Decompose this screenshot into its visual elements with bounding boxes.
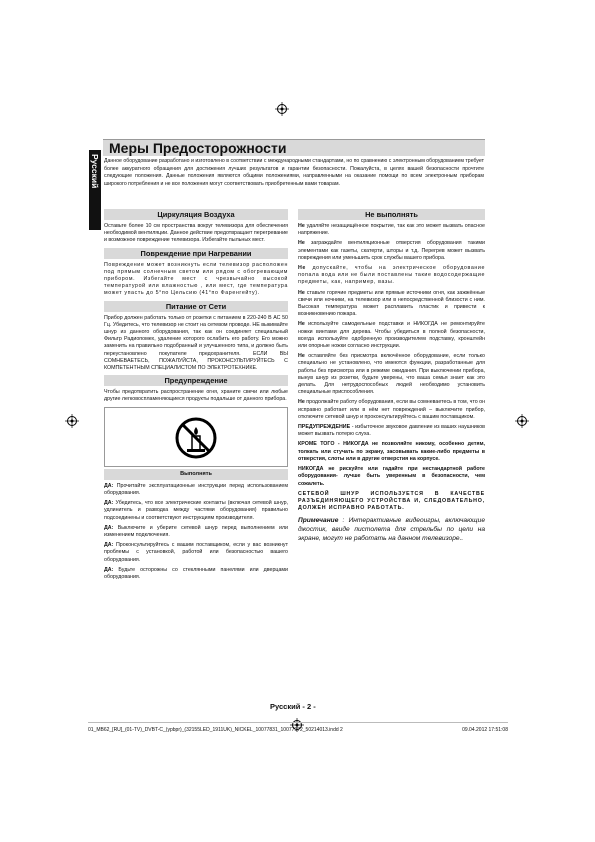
do-key: ДА:: [104, 542, 114, 549]
footer-divider: [88, 722, 508, 723]
do-item: [104, 500, 288, 522]
dont-key: Не: [298, 399, 305, 406]
dont-key: Не: [298, 265, 306, 272]
do-item: [104, 525, 288, 539]
do-key: ДА:: [104, 524, 114, 531]
dont-key: Не: [298, 223, 305, 229]
section-heading-warning: Предупреждение: [104, 375, 288, 386]
dont-item: [298, 399, 485, 421]
registration-mark-icon: [275, 102, 289, 116]
do-item: [104, 483, 288, 497]
do-item: [104, 542, 288, 564]
dont-item: [298, 240, 485, 262]
bold-warning-3: СЕТЕВОЙ ШНУР ИСПОЛЬЗУЕТСЯ В КАЧЕСТВЕ РАЗЪЕДИНЯЮЩЕГО УСТРОЙСТВА И, СЛЕДОВАТЕЛЬНО, ДОЛЖЕН ИСПРАВНО РАБОТАТЬ.: [298, 490, 485, 512]
caution-key: ПРЕДУПРЕЖДЕНИЕ: [298, 424, 351, 431]
do-key: ДА:: [104, 500, 114, 507]
language-side-tab: Русский: [89, 150, 101, 230]
do-heading: Выполнять: [104, 469, 288, 480]
dont-item: [298, 265, 485, 287]
do-key: ДА:: [104, 566, 114, 573]
no-open-flame-icon: [174, 416, 218, 460]
dont-text: ставьте горячие предметы или прямые источники огня, как зажжённые свечи или ночники, на телевизор или в непосредственной близости с ним. Высокая температура может расплавить пластик и привести к возникновению пожара.: [298, 289, 485, 318]
footer-date: 09.04.2012 17:51:08: [462, 727, 508, 733]
page-number: Русский - 2 -: [270, 702, 316, 711]
intro-paragraph: Данное оборудование разработано и изготовлено в соответствии с международными стандартами, но по сравнению с электронным оборудованием требует более аккуратного обращения для достижения лучших результатов и гарантии безопасности. Пожалуйста, в целях вашей безопасности прочтите следующие положения. Данные положения являются общими положениями, направленными на оказание помощи по всем электронным приборам широкого потребления и не все положения могут соответствовать приобретенным вами товарам.: [104, 158, 484, 187]
do-text: Убедитесь, что все электрические контакты (включая сетевой шнур, удлинитель и разводка между частями оборудования) правильно подсоединены и соответствуют инструкциям производителя.: [104, 500, 288, 521]
section-heading-dont: Не выполнять: [298, 209, 485, 220]
dont-text: оставляйте без присмотра включённое оборудование, если только специально не установлено, что имеются функции, разработанные для работы без присмотра или в режиме ожидания. При выключении прибора, вынув шнур из розетки, будьте уверены, что ваша семья знает как это делать. Для нетрудоспособных людей необходимо установить специальные приспособления.: [298, 353, 485, 396]
section-heading-heat: Повреждение при Нагревании: [104, 248, 288, 259]
registration-mark-icon: [515, 414, 529, 428]
power-text: Прибор должен работать только от розетки с питанием в 220-240 В АС 50 Гц. Убедитесь, что телевизор не стоит на сетевом проводе. НЕ выкимайте шнур из данного оборудования, так как он соединяет специальный Фильтр Радиопомех, удаление которого ослабить его работу. Его можно заменить на правильно подобранный и улучшенного типа, и должно быть переустановлено покупателе предохранителя. ЕСЛИ ВЫ СОМНЕВАЕТЕСЬ, ПОЖАЛУЙСТА, ПРОКОНСУЛЬТИРУЙТЕСЬ С КОМПЕТЕНТНЫМ СПЕЦИАЛИСТОМ ПО ЭЛЕКТРОТЕХНИКЕ.: [104, 314, 288, 372]
section-heading-power: Питание от Сети: [104, 301, 288, 312]
bold-warning-2: НИКОГДА не рискуйте или гадайте при нестандартной работе оборудования- лучше быть уверенным в безопасности, чем сожалеть.: [298, 466, 485, 487]
registration-mark-icon: [65, 414, 79, 428]
caution-text: - избыточное звуковое давление из ваших наушников может вызвать потерю слуха.: [298, 424, 485, 438]
right-column: [298, 209, 485, 546]
dont-key: Не: [298, 321, 305, 328]
note-key: Примечание: [298, 517, 339, 525]
air-text: Оставьте более 10 см пространства вокруг телевизора для обеспечения необходимой вентиляции. Данное действие предотвращает перегревание и возможное повреждение телевизора. Избегайте пыльных мест.: [104, 223, 288, 244]
do-text: Будьте осторожны со стеклянными панелями или дверцами оборудования.: [104, 566, 288, 581]
do-item: [104, 567, 288, 581]
dont-key: Не: [298, 240, 305, 247]
do-text: Выключите и уберите сетевой шнур перед выполнением или изменением подключения.: [104, 524, 288, 539]
dont-text: удаляйте незащищённое покрытие, так как это может вызвать опасное напряжение.: [298, 223, 485, 237]
dont-text: продолжайте работу оборудования, если вы сомневаетесь в том, что он исправно работает или в нём нет повреждений – выключите прибор, отключите сетевой шнур и проконсультируйтесь с вашим поставщиком.: [298, 399, 485, 420]
caution-paragraph: [298, 424, 485, 438]
dont-item: [298, 321, 485, 350]
title-bar: [103, 139, 485, 156]
dont-text: используйте самодельные подставки и НИКОГДА не ремонтируйте ножки винтами для дерева. Чтобы убедиться в полной безопасности, всегда используйте одобренную производителем подставку, кронштейн или опорные ножки согласно инструкции.: [298, 321, 485, 350]
dont-item: [298, 223, 485, 237]
note-paragraph: [298, 516, 485, 543]
bold-warning-1: КРОМЕ ТОГО - НИКОГДА не позволяйте никому, особенно детям, толкать или стучать по экрану, засовывать какие-либо предметы в отверстия, слоты или в другие отверстия на корпусе.: [298, 441, 485, 462]
note-text: : Интерактивные видеоигры, включающие джостик, ввиде пистолета для стрельбы по цели на экране, могут не работать на данном телевизоре..: [298, 517, 485, 543]
no-candle-illustration: [104, 407, 288, 467]
do-key: ДА:: [104, 482, 114, 489]
warning-text: Чтобы предотвратить распространение огня, храните свечи или любые другие легковоспламеняющиеся продукты подальше от данного прибора.: [104, 389, 288, 403]
print-footer: [88, 727, 508, 733]
dont-item: [298, 290, 485, 319]
section-heading-air: Циркуляция Воздуха: [104, 209, 288, 220]
dont-text: заграждайте вентиляционные отверстия оборудования такими элементами как газеты, скатерти, шторы и т.д. Перегрев может вызвать повреждения или уменьшить срок службы вашего прибора.: [298, 240, 485, 261]
dont-key: Не: [298, 353, 305, 360]
dont-item: [298, 353, 485, 396]
heat-text: Повреждение может возникнуть если телевизор расположен под прямым солнечным светом или рядом с обогревающим прибором. Избегайте мест с чрезвычайно высокой температурой или влажностью , или мест, где температура может упасть до 5°по Цельсию (41°по Фаренгейту).: [104, 261, 288, 297]
left-column: [104, 209, 288, 584]
do-text: Проконсультируйтесь с вашим поставщиком, если у вас возникнут проблемы с установкой, работой или безопасностью вашего оборудования.: [104, 542, 288, 563]
footer-filename: 01_MB62_[RU]_(01-TV)_DVBT-C_(ypbpr)_(32155LED_1911UK)_NICKEL_10077831_10077972_50214013.indd 2: [88, 727, 343, 733]
dont-text: допускайте, чтобы на электрическое оборудование попала вода или не были поставлены такие водосодержащие предметы, как, например, вазы.: [298, 265, 485, 286]
page-title: Меры Предосторожности: [109, 140, 287, 156]
dont-key: Не: [298, 289, 305, 296]
do-text: Прочитайте эксплуатационные инструкции перед использованием оборудования.: [104, 482, 288, 497]
